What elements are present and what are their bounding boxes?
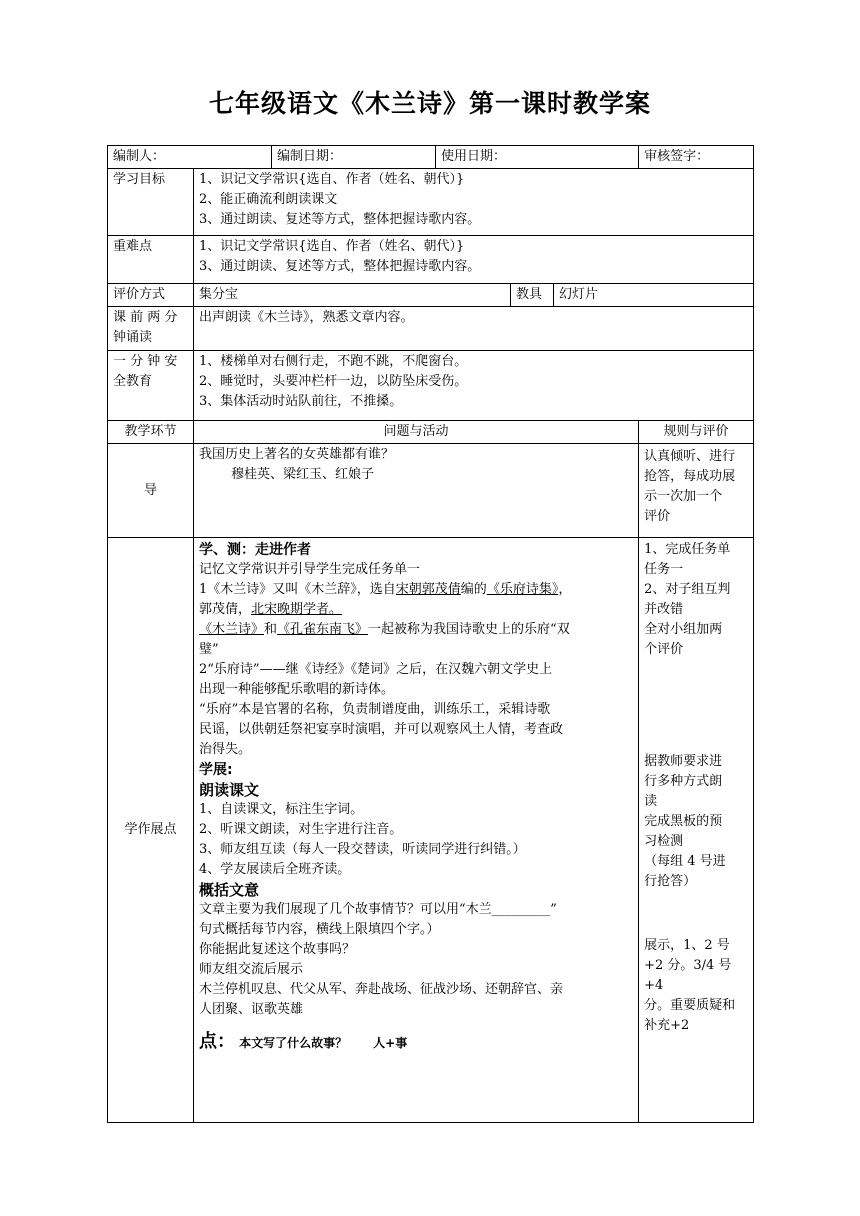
goals-row xyxy=(108,169,754,236)
summary-line: 你能据此复述这个故事吗？ xyxy=(199,942,356,957)
key-points-content xyxy=(194,236,754,284)
pre-class-label-line: 钟诵读 xyxy=(113,330,153,345)
safety-label-line: 全教育 xyxy=(113,374,153,389)
underlined-text: 《木兰诗》 xyxy=(199,622,265,637)
text-span: 郭茂倩， xyxy=(199,602,252,617)
evaluation-value: 集分宝 xyxy=(194,284,511,307)
point-answer: 人+事 xyxy=(373,1036,408,1050)
reading-item: 1、自读课文，标注生字词。 xyxy=(199,802,364,817)
review-cell: 审核签字： xyxy=(639,146,754,169)
pre-class-value: 出声朗读《木兰诗》，熟悉文章内容。 xyxy=(194,307,754,351)
summary-line: 师友组交流后展示 xyxy=(199,962,304,977)
column-header-row xyxy=(108,421,754,444)
goal-item: 3、通过朗读、复述等方式，整体把握诗歌内容。 xyxy=(199,212,481,227)
text-span: 一起被称为我国诗歌史上的乐府“双 xyxy=(368,622,570,637)
rules-line: 展示，1、2 号 xyxy=(644,938,730,953)
column-rules: 规则与评价 xyxy=(639,421,754,444)
rules-line: 分。重要质疑和 xyxy=(644,998,736,1013)
intro-activity xyxy=(194,444,639,538)
summary-line: 人团聚、讴歌英雄 xyxy=(199,1002,304,1017)
safety-content xyxy=(194,351,754,421)
section2-heading: 学展: xyxy=(199,762,233,778)
main-stage: 学作展点 xyxy=(108,538,194,1123)
section1-heading: 学、测：走进作者 xyxy=(199,542,311,558)
key-points-row xyxy=(108,236,754,284)
literature-line xyxy=(199,600,633,620)
key-points-label: 重难点 xyxy=(108,236,194,284)
goal-item: 1、识记文学常识{选自、作者（姓名、朝代）} xyxy=(199,172,465,187)
yuefu-line: 出现一种能够配乐歌唱的新诗体。 xyxy=(199,682,395,697)
intro-question: 我国历史上著名的女英雄都有谁？ xyxy=(199,447,395,462)
yuefu-line: 治得失。 xyxy=(199,742,252,757)
yuefu-line: 民谣，以供朝廷祭祀宴享时演唱，并可以观察风土人情，考查政 xyxy=(199,722,564,737)
goals-label: 学习目标 xyxy=(108,169,194,236)
use-date-cell: 使用日期： xyxy=(436,146,639,169)
text-span: ， xyxy=(558,582,572,597)
rules-line: 完成黑板的预 xyxy=(644,814,723,829)
intro-rules-line: 示一次加一个 xyxy=(644,489,723,504)
safety-row xyxy=(108,351,754,421)
rules-line: 个评价 xyxy=(644,642,684,657)
underlined-text: 《孔雀东南飞》 xyxy=(277,622,369,637)
compile-date-cell: 编制日期： xyxy=(272,146,436,169)
rules-line: 1、完成任务单 xyxy=(644,542,731,557)
underlined-text: 宋朝郭茂倩 xyxy=(395,582,461,597)
evaluation-label: 评价方式 xyxy=(108,284,194,307)
literature-line xyxy=(199,620,633,640)
safety-label xyxy=(108,351,194,421)
intro-rules-line: 认真倾听、进行 xyxy=(644,449,736,464)
intro-row xyxy=(108,444,754,538)
rules-line: 补充+2 xyxy=(644,1018,690,1033)
lesson-plan-table xyxy=(107,145,754,1123)
rules-line: （每组 4 号进 xyxy=(644,854,726,869)
rules-line: 习检测 xyxy=(644,834,684,849)
header-row xyxy=(108,146,754,169)
rules-line: 行多种方式朗 xyxy=(644,774,723,789)
rules-line: 2、对子组互判 xyxy=(644,582,731,597)
intro-rules xyxy=(639,444,754,538)
text-span: 1《木兰诗》又叫《木兰辞》，选自 xyxy=(199,582,396,597)
intro-stage: 导 xyxy=(108,444,194,538)
safety-item: 3、集体活动时站队前往，不推搡。 xyxy=(199,394,403,409)
page-title: 七年级语文《木兰诗》第一课时教学案 xyxy=(208,89,651,118)
key-point-item: 1、识记文学常识{选自、作者（姓名、朝代）} xyxy=(199,239,465,254)
reading-item: 3、师友组互读（每人一段交替读，听读同学进行纠错。） xyxy=(199,842,526,857)
reading-item: 2、听课文朗读，对生字进行注音。 xyxy=(199,822,403,837)
tools-value: 幻灯片 xyxy=(554,284,754,307)
summary-line: 文章主要为我们展现了几个故事情节？可以用“木兰_________” xyxy=(199,902,557,917)
intro-rules-line: 抢答，每成功展 xyxy=(644,469,736,484)
reading-heading: 朗读课文 xyxy=(199,781,260,799)
rules-line: 行抢答） xyxy=(644,874,697,889)
rules-line: 据教师要求进 xyxy=(644,754,723,769)
pre-class-label xyxy=(108,307,194,351)
text-span: 编的 xyxy=(460,582,487,597)
main-rules xyxy=(639,538,754,1123)
rules-line: 全对小组加两 xyxy=(644,622,723,637)
safety-item: 2、睡觉时，头要冲栏杆一边，以防坠床受伤。 xyxy=(199,374,468,389)
column-activity: 问题与活动 xyxy=(194,421,639,444)
rules-line: +2 分。3/4 号+4 xyxy=(644,958,732,993)
evaluation-row xyxy=(108,284,754,307)
task-line: 记忆文学常识并引导学生完成任务单一 xyxy=(199,562,421,577)
yuefu-line: “乐府”本是官署的名称，负责制谱度曲，训练乐工，采辑诗歌 xyxy=(199,702,551,717)
summary-heading: 概括文意 xyxy=(199,881,260,899)
goals-content xyxy=(194,169,754,236)
text-span: 和 xyxy=(264,622,278,637)
rules-line: 任务一 xyxy=(644,562,684,577)
author-cell: 编制人： xyxy=(108,146,272,169)
column-stage: 教学环节 xyxy=(108,421,194,444)
rules-line: 读 xyxy=(644,794,658,809)
rules-line: 并改错 xyxy=(644,602,684,617)
point-label: 点： xyxy=(199,1031,235,1052)
main-activity xyxy=(194,538,639,1123)
key-point-item: 3、通过朗读、复述等方式，整体把握诗歌内容。 xyxy=(199,259,481,274)
pre-class-label-line: 课 前 两 分 xyxy=(113,310,178,325)
tools-label: 教具 xyxy=(511,284,554,307)
summary-line: 句式概括每节内容，横线上限填四个字。） xyxy=(199,922,440,937)
literature-line: 璧” xyxy=(199,642,219,657)
summary-line: 木兰停机叹息、代父从军、奔赴战场、征战沙场、还朝辞官、亲 xyxy=(199,982,564,997)
pre-class-row xyxy=(108,307,754,351)
yuefu-line: 2“乐府诗”——继《诗经》《楚词》之后，在汉魏六朝文学史上 xyxy=(199,662,553,677)
underlined-text: 北宋晚期学者。 xyxy=(251,602,343,617)
point-line xyxy=(199,1030,633,1056)
spacer xyxy=(644,660,748,752)
literature-line xyxy=(199,580,633,600)
safety-label-line: 一 分 钟 安 xyxy=(113,354,178,369)
point-question: 本文写了什么故事？ xyxy=(239,1036,348,1050)
underlined-text: 《乐府诗集》 xyxy=(486,582,559,597)
main-row xyxy=(108,538,754,1123)
goal-item: 2、能正确流利朗读课文 xyxy=(199,192,338,207)
intro-rules-line: 评价 xyxy=(644,509,671,524)
reading-item: 4、学友展读后全班齐读。 xyxy=(199,862,351,877)
safety-item: 1、楼梯单对右侧行走，不跑不跳，不爬窗台。 xyxy=(199,354,468,369)
spacer xyxy=(644,892,748,936)
intro-answer: 穆桂英、梁红玉、红娘子 xyxy=(231,467,375,482)
